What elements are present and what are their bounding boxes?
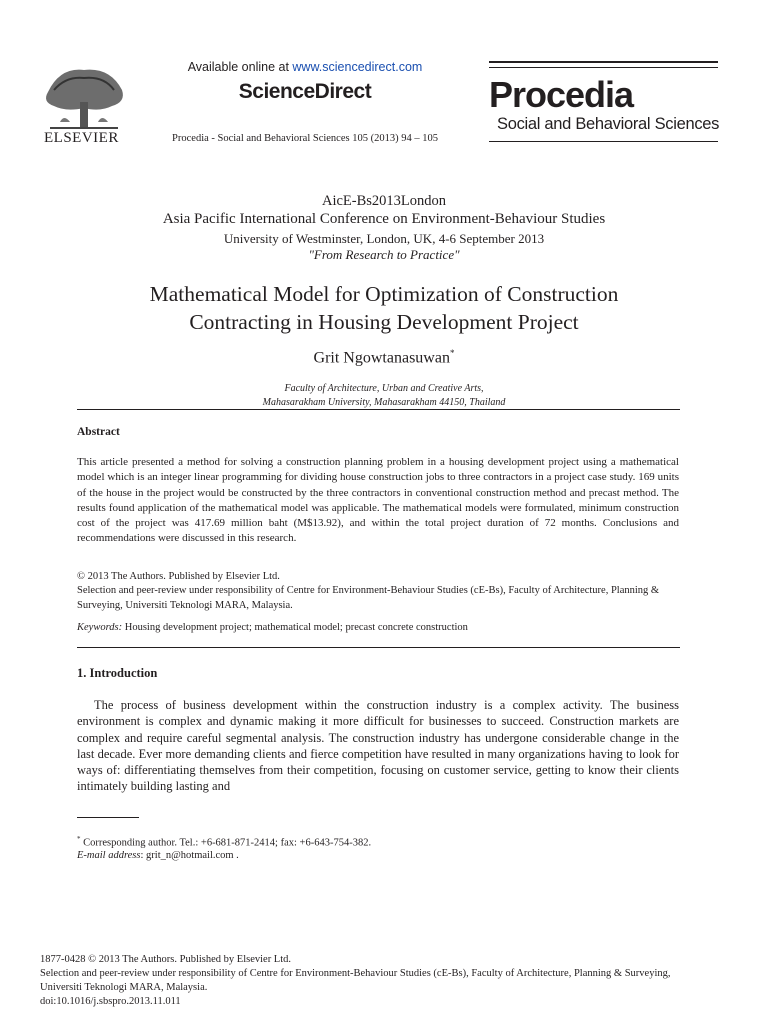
footnote-rule <box>77 817 139 818</box>
keywords-text: Housing development project; mathematical model; precast concrete construction <box>122 622 468 633</box>
abstract-rule-top <box>77 409 680 410</box>
footer-review-line-1: Selection and peer-review under responsibility of Centre for Environment-Behaviour Studies (cE-Bs), Faculty of Architecture, Planning & Surveying, <box>40 968 671 979</box>
author-name: Grit Ngowtanasuwan <box>313 349 450 367</box>
footer-doi: doi:10.1016/j.sbspro.2013.11.011 <box>40 996 181 1007</box>
affiliation-line-1: Faculty of Architecture, Urban and Creative Arts, <box>284 383 484 394</box>
journal-reference: Procedia - Social and Behavioral Sciences 105 (2013) 94 – 105 <box>172 133 438 144</box>
procedia-rule-top <box>489 61 718 63</box>
affiliation-line-2: Mahasarakham University, Mahasarakham 44150, Thailand <box>262 397 506 408</box>
section-heading-introduction: 1. Introduction <box>77 666 158 680</box>
procedia-logo-subtitle: Social and Behavioral Sciences <box>497 115 720 133</box>
procedia-rule-top-thin <box>489 67 718 68</box>
procedia-logo-title: Procedia <box>489 74 634 115</box>
footnote-email <box>77 850 679 861</box>
keywords-label: Keywords: <box>77 622 123 633</box>
paper-title <box>40 280 728 336</box>
available-online <box>160 60 450 74</box>
footer-review-line-2: Universiti Teknologi MARA, Malaysia. <box>40 982 208 993</box>
footnote-contact-text: Corresponding author. Tel.: +6-681-871-2414; fax: +6-643-754-382. <box>80 837 372 849</box>
footnote-mark: * <box>77 835 81 843</box>
paper-title-line-2: Contracting in Housing Development Project <box>189 310 579 334</box>
keywords <box>77 622 679 633</box>
review-note: Selection and peer-review under responsibility of Centre for Environment-Behaviour Studies (cE-Bs), Faculty of Architecture, Planning & Surveying, Universiti Teknologi MARA, Malaysia. <box>77 585 660 611</box>
elsevier-wordmark: ELSEVIER <box>44 130 119 146</box>
conference-code: AicE-Bs2013London <box>321 193 447 209</box>
available-online-label: Available online at <box>187 60 293 74</box>
procedia-rule-bottom <box>489 141 718 142</box>
copyright-line: © 2013 The Authors. Published by Elsevier Ltd. <box>77 571 280 582</box>
conference-venue: University of Westminster, London, UK, 4-6 September 2013 <box>223 231 545 246</box>
introduction-text: The process of business development within the construction industry is a complex activity. The business environment is complex and dynamic making it more difficult for businesses to succeed. Construction markets are complex and require careful segmental analysis. The construction industry has undergone considerable change in the last decade. Ever more demanding clients and fierce competition have resulted in many organizations having to look for ways of: differentiating themselves from their competition, focusing on customer service, getting to know their clients intimately building lasting and <box>77 698 679 794</box>
conference-motto: "From Research to Practice" <box>308 247 460 262</box>
affiliation <box>0 382 768 410</box>
paper-title-line-1: Mathematical Model for Optimization of Construction <box>149 282 619 306</box>
author <box>0 348 768 367</box>
email-address: : grit_n@hotmail.com . <box>140 850 239 861</box>
sciencedirect-link[interactable]: www.sciencedirect.com <box>292 60 423 74</box>
footnote-contact <box>77 835 679 849</box>
author-footnote-mark: * <box>449 348 455 358</box>
abstract-heading: Abstract <box>77 426 120 438</box>
abstract-rule-bottom <box>77 647 680 648</box>
email-label: E-mail address <box>77 850 141 861</box>
footer-issn: 1877-0428 © 2013 The Authors. Published by Elsevier Ltd. <box>40 954 292 965</box>
sciencedirect-logo: ScienceDirect <box>238 80 372 103</box>
conference-name: Asia Pacific International Conference on Environment-Behaviour Studies <box>162 211 606 227</box>
abstract-text: This article presented a method for solving a construction planning problem in a housing development project using a mathematical model which is an integer linear programming for dividing house construction jobs to three contractors in a project case study. 169 units of the house in the project would be constructed by the three contractors in conventional construction method and precast method. The results found application of the mathematical model was applicable. The mathematical models were formulated, minimum construction cost of the project was 417.69 million baht (M$13.92), and within the total project duration of 72 months. Conclusions and recommendations were discussed in this research. <box>77 456 679 545</box>
